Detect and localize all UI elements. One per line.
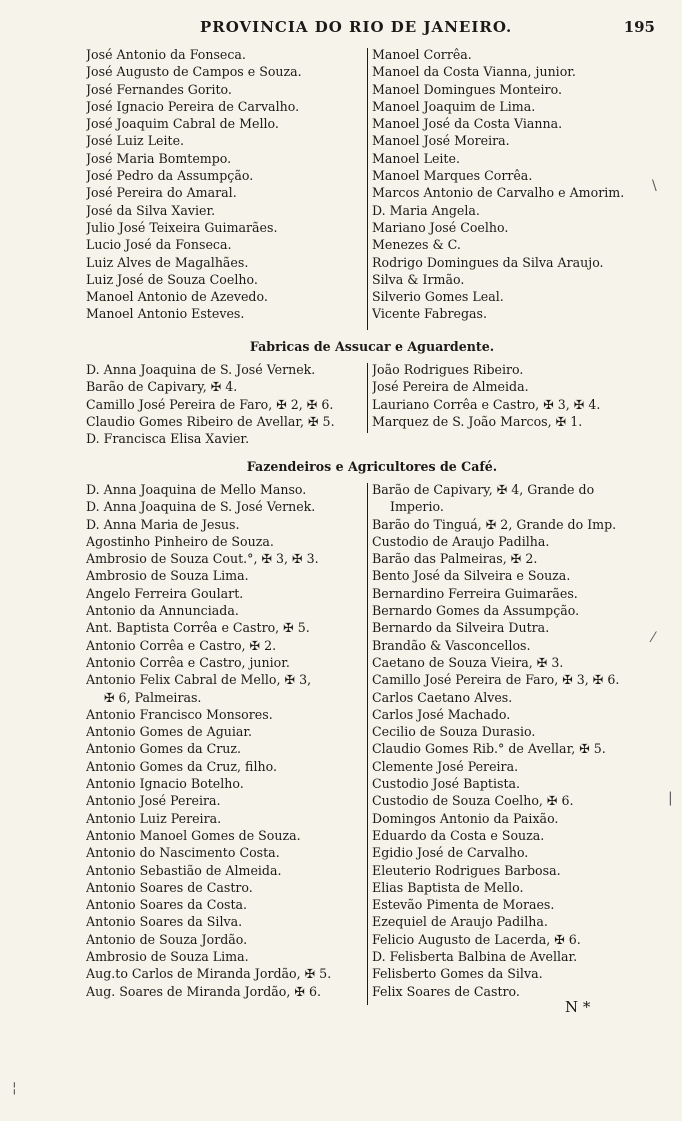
list-entry: Felisberto Gomes da Silva. bbox=[372, 966, 543, 982]
list-entry: Claudio Gomes Rib.° de Avellar, ✠ 5. bbox=[372, 741, 606, 757]
list-entry: D. Anna Maria de Jesus. bbox=[86, 516, 240, 532]
list-entry: Camillo José Pereira de Faro, ✠ 3, ✠ 6. bbox=[372, 672, 620, 688]
list-entry: Felicio Augusto de Lacerda, ✠ 6. bbox=[372, 931, 581, 947]
list-entry: Ambrosio de Souza Cout.°, ✠ 3, ✠ 3. bbox=[86, 551, 319, 567]
list-entry: Antonio Gomes da Cruz. bbox=[86, 741, 242, 757]
list-entry: Silva & Irmão. bbox=[372, 271, 465, 287]
list-entry: D. Felisberta Balbina de Avellar. bbox=[372, 949, 578, 965]
list-entry: Antonio Felix Cabral de Mello, ✠ 3, bbox=[86, 672, 312, 688]
list-entry: Antonio Gomes da Cruz, filho. bbox=[86, 758, 277, 774]
column-divider bbox=[367, 48, 368, 330]
list-entry: D. Anna Joaquina de Mello Manso. bbox=[86, 482, 307, 497]
list-entry: Ambrosio de Souza Lima. bbox=[86, 949, 249, 965]
list-entry: Manoel José Moreira. bbox=[372, 133, 510, 149]
page-number: 195 bbox=[623, 18, 655, 36]
list-entry: Custodio de Souza Coelho, ✠ 6. bbox=[372, 793, 574, 809]
list-entry: Custodio de Araujo Padilha. bbox=[372, 533, 550, 549]
list-entry: Antonio Soares de Castro. bbox=[86, 879, 253, 895]
list-entry: Ezequiel de Araujo Padilha. bbox=[372, 914, 548, 930]
list-entry: Manoel Domingues Monteiro. bbox=[372, 81, 562, 97]
list-entry: José Maria Bomtempo. bbox=[86, 150, 232, 166]
list-entry: Bernardo Gomes da Assumpção. bbox=[372, 603, 580, 619]
list-entry: Estevão Pimenta de Moraes. bbox=[372, 897, 555, 913]
margin-mark: ¦ bbox=[12, 1080, 17, 1096]
list-entry: ✠ 6, Palmeiras. bbox=[104, 689, 202, 705]
list-entry: Manoel Corrêa. bbox=[372, 47, 472, 62]
list-entry: Antonio Ignacio Botelho. bbox=[86, 776, 244, 792]
list-entry: José Ignacio Pereira de Carvalho. bbox=[86, 98, 300, 114]
list-entry: Bento José da Silveira e Souza. bbox=[372, 568, 571, 584]
list-entry: Custodio José Baptista. bbox=[372, 776, 521, 792]
list-entry: Carlos José Machado. bbox=[372, 706, 511, 722]
list-entry: Cecilio de Souza Durasio. bbox=[372, 724, 536, 740]
list-entry: Barão de Capivary, ✠ 4. bbox=[86, 379, 238, 395]
left-column bbox=[86, 46, 366, 323]
list-entry: Manoel da Costa Vianna, junior. bbox=[372, 64, 576, 80]
list-entry: Antonio Francisco Monsores. bbox=[86, 706, 273, 722]
list-entry: Silverio Gomes Leal. bbox=[372, 289, 504, 305]
list-entry: Aug. Soares de Miranda Jordão, ✠ 6. bbox=[86, 983, 321, 999]
list-entry: D. Anna Joaquina de S. José Vernek. bbox=[86, 499, 316, 515]
list-entry: Manoel Leite. bbox=[372, 150, 460, 166]
list-entry: Barão do Tinguá, ✠ 2, Grande do Imp. bbox=[372, 516, 617, 532]
list-entry: Antonio Soares da Costa. bbox=[86, 897, 248, 913]
list-entry: D. Francisca Elisa Xavier. bbox=[86, 431, 250, 447]
list-entry: D. Maria Angela. bbox=[372, 202, 480, 218]
list-entry: Bernardo da Silveira Dutra. bbox=[372, 620, 550, 636]
list-entry: José Pereira de Almeida. bbox=[372, 379, 529, 395]
right-column bbox=[372, 361, 662, 430]
list-entry: Luiz Alves de Magalhães. bbox=[86, 254, 249, 270]
right-column bbox=[372, 481, 662, 1000]
list-entry: Brandão & Vasconcellos. bbox=[372, 637, 531, 653]
list-entry: Claudio Gomes Ribeiro de Avellar, ✠ 5. bbox=[86, 413, 335, 429]
list-entry: Rodrigo Domingues da Silva Araujo. bbox=[372, 254, 604, 270]
column-divider bbox=[367, 363, 368, 433]
list-entry: Camillo José Pereira de Faro, ✠ 2, ✠ 6. bbox=[86, 396, 334, 412]
list-entry: D. Anna Joaquina de S. José Vernek. bbox=[86, 362, 316, 377]
list-entry: Vicente Fabregas. bbox=[372, 306, 487, 322]
list-entry: José Fernandes Gorito. bbox=[86, 81, 232, 97]
left-column bbox=[86, 481, 366, 1000]
list-entry: Lucio José da Fonseca. bbox=[86, 237, 232, 253]
list-entry: Eleuterio Rodrigues Barbosa. bbox=[372, 862, 561, 878]
list-entry: Mariano José Coelho. bbox=[372, 219, 509, 235]
list-entry: Antonio Soares da Silva. bbox=[86, 914, 243, 930]
left-column bbox=[86, 361, 366, 447]
list-entry: Ambrosio de Souza Lima. bbox=[86, 568, 249, 584]
list-entry: Manoel José da Costa Vianna. bbox=[372, 116, 563, 132]
list-entry: Clemente José Pereira. bbox=[372, 758, 519, 774]
list-entry: Carlos Caetano Alves. bbox=[372, 689, 513, 705]
section-heading-coffee-farmers: Fazendeiros e Agricultores de Café. bbox=[246, 459, 498, 474]
list-entry: José Antonio da Fonseca. bbox=[86, 47, 246, 62]
list-entry: José Luiz Leite. bbox=[86, 133, 185, 149]
printer-signature: N * bbox=[565, 998, 591, 1016]
list-entry: José Pedro da Assumpção. bbox=[86, 168, 254, 184]
list-entry: Menezes & C. bbox=[372, 237, 461, 253]
margin-mark: | bbox=[668, 790, 673, 806]
list-entry: Marquez de S. João Marcos, ✠ 1. bbox=[372, 413, 583, 429]
list-entry: Egidio José de Carvalho. bbox=[372, 845, 529, 861]
coffee-farmers-list bbox=[86, 481, 658, 1006]
list-entry: Agostinho Pinheiro de Souza. bbox=[86, 533, 274, 549]
list-entry: Lauriano Corrêa e Castro, ✠ 3, ✠ 4. bbox=[372, 396, 601, 412]
margin-mark: \ bbox=[652, 178, 657, 194]
list-entry: Felix Soares de Castro. bbox=[372, 983, 520, 999]
column-divider bbox=[367, 483, 368, 1005]
list-entry: Julio José Teixeira Guimarães. bbox=[86, 219, 278, 235]
list-entry: Aug.to Carlos de Miranda Jordão, ✠ 5. bbox=[86, 966, 332, 982]
list-entry: Antonio do Nascimento Costa. bbox=[86, 845, 280, 861]
list-entry: Antonio Luiz Pereira. bbox=[86, 810, 222, 826]
list-entry: José Pereira do Amaral. bbox=[86, 185, 237, 201]
list-entry: Luiz José de Souza Coelho. bbox=[86, 271, 258, 287]
list-entry: José da Silva Xavier. bbox=[86, 202, 216, 218]
list-entry: Antonio da Annunciada. bbox=[86, 603, 239, 619]
list-entry: Antonio Manoel Gomes de Souza. bbox=[86, 827, 301, 843]
list-entry: Imperio. bbox=[390, 499, 444, 515]
list-entry: Antonio Sebastião de Almeida. bbox=[86, 862, 282, 878]
list-entry: Antonio José Pereira. bbox=[86, 793, 221, 809]
list-entry: Manoel Antonio Esteves. bbox=[86, 306, 245, 322]
list-entry: José Augusto de Campos e Souza. bbox=[86, 64, 302, 80]
right-column bbox=[372, 46, 662, 323]
list-entry: Manoel Joaquim de Lima. bbox=[372, 98, 536, 114]
list-entry: Antonio Gomes de Aguiar. bbox=[86, 724, 253, 740]
sugar-factories-list bbox=[86, 361, 658, 451]
names-list-continued bbox=[86, 46, 658, 331]
list-entry: Domingos Antonio da Paixão. bbox=[372, 810, 559, 826]
list-entry: Antonio Corrêa e Castro, ✠ 2. bbox=[86, 637, 277, 653]
list-entry: Antonio Corrêa e Castro, junior. bbox=[86, 654, 290, 670]
list-entry: Barão das Palmeiras, ✠ 2. bbox=[372, 551, 538, 567]
list-entry: Manoel Antonio de Azevedo. bbox=[86, 289, 268, 305]
list-entry: Bernardino Ferreira Guimarães. bbox=[372, 585, 578, 601]
list-entry: Ant. Baptista Corrêa e Castro, ✠ 5. bbox=[86, 620, 310, 636]
list-entry: Eduardo da Costa e Souza. bbox=[372, 827, 545, 843]
page-header bbox=[90, 18, 655, 40]
list-entry: Manoel Marques Corrêa. bbox=[372, 168, 533, 184]
list-entry: Marcos Antonio de Carvalho e Amorim. bbox=[372, 185, 625, 201]
list-entry: José Joaquim Cabral de Mello. bbox=[86, 116, 279, 132]
running-title: PROVINCIA DO RIO DE JANEIRO. bbox=[200, 18, 513, 36]
list-entry: João Rodrigues Ribeiro. bbox=[372, 362, 524, 377]
list-entry: Caetano de Souza Vieira, ✠ 3. bbox=[372, 654, 564, 670]
list-entry: Angelo Ferreira Goulart. bbox=[86, 585, 244, 601]
list-entry: Barão de Capivary, ✠ 4, Grande do bbox=[372, 482, 595, 497]
margin-mark: ⁄ bbox=[652, 630, 655, 646]
list-entry: Antonio de Souza Jordão. bbox=[86, 931, 248, 947]
list-entry: Elias Baptista de Mello. bbox=[372, 879, 524, 895]
section-heading-sugar-factories: Fabricas de Assucar e Aguardente. bbox=[249, 339, 495, 354]
